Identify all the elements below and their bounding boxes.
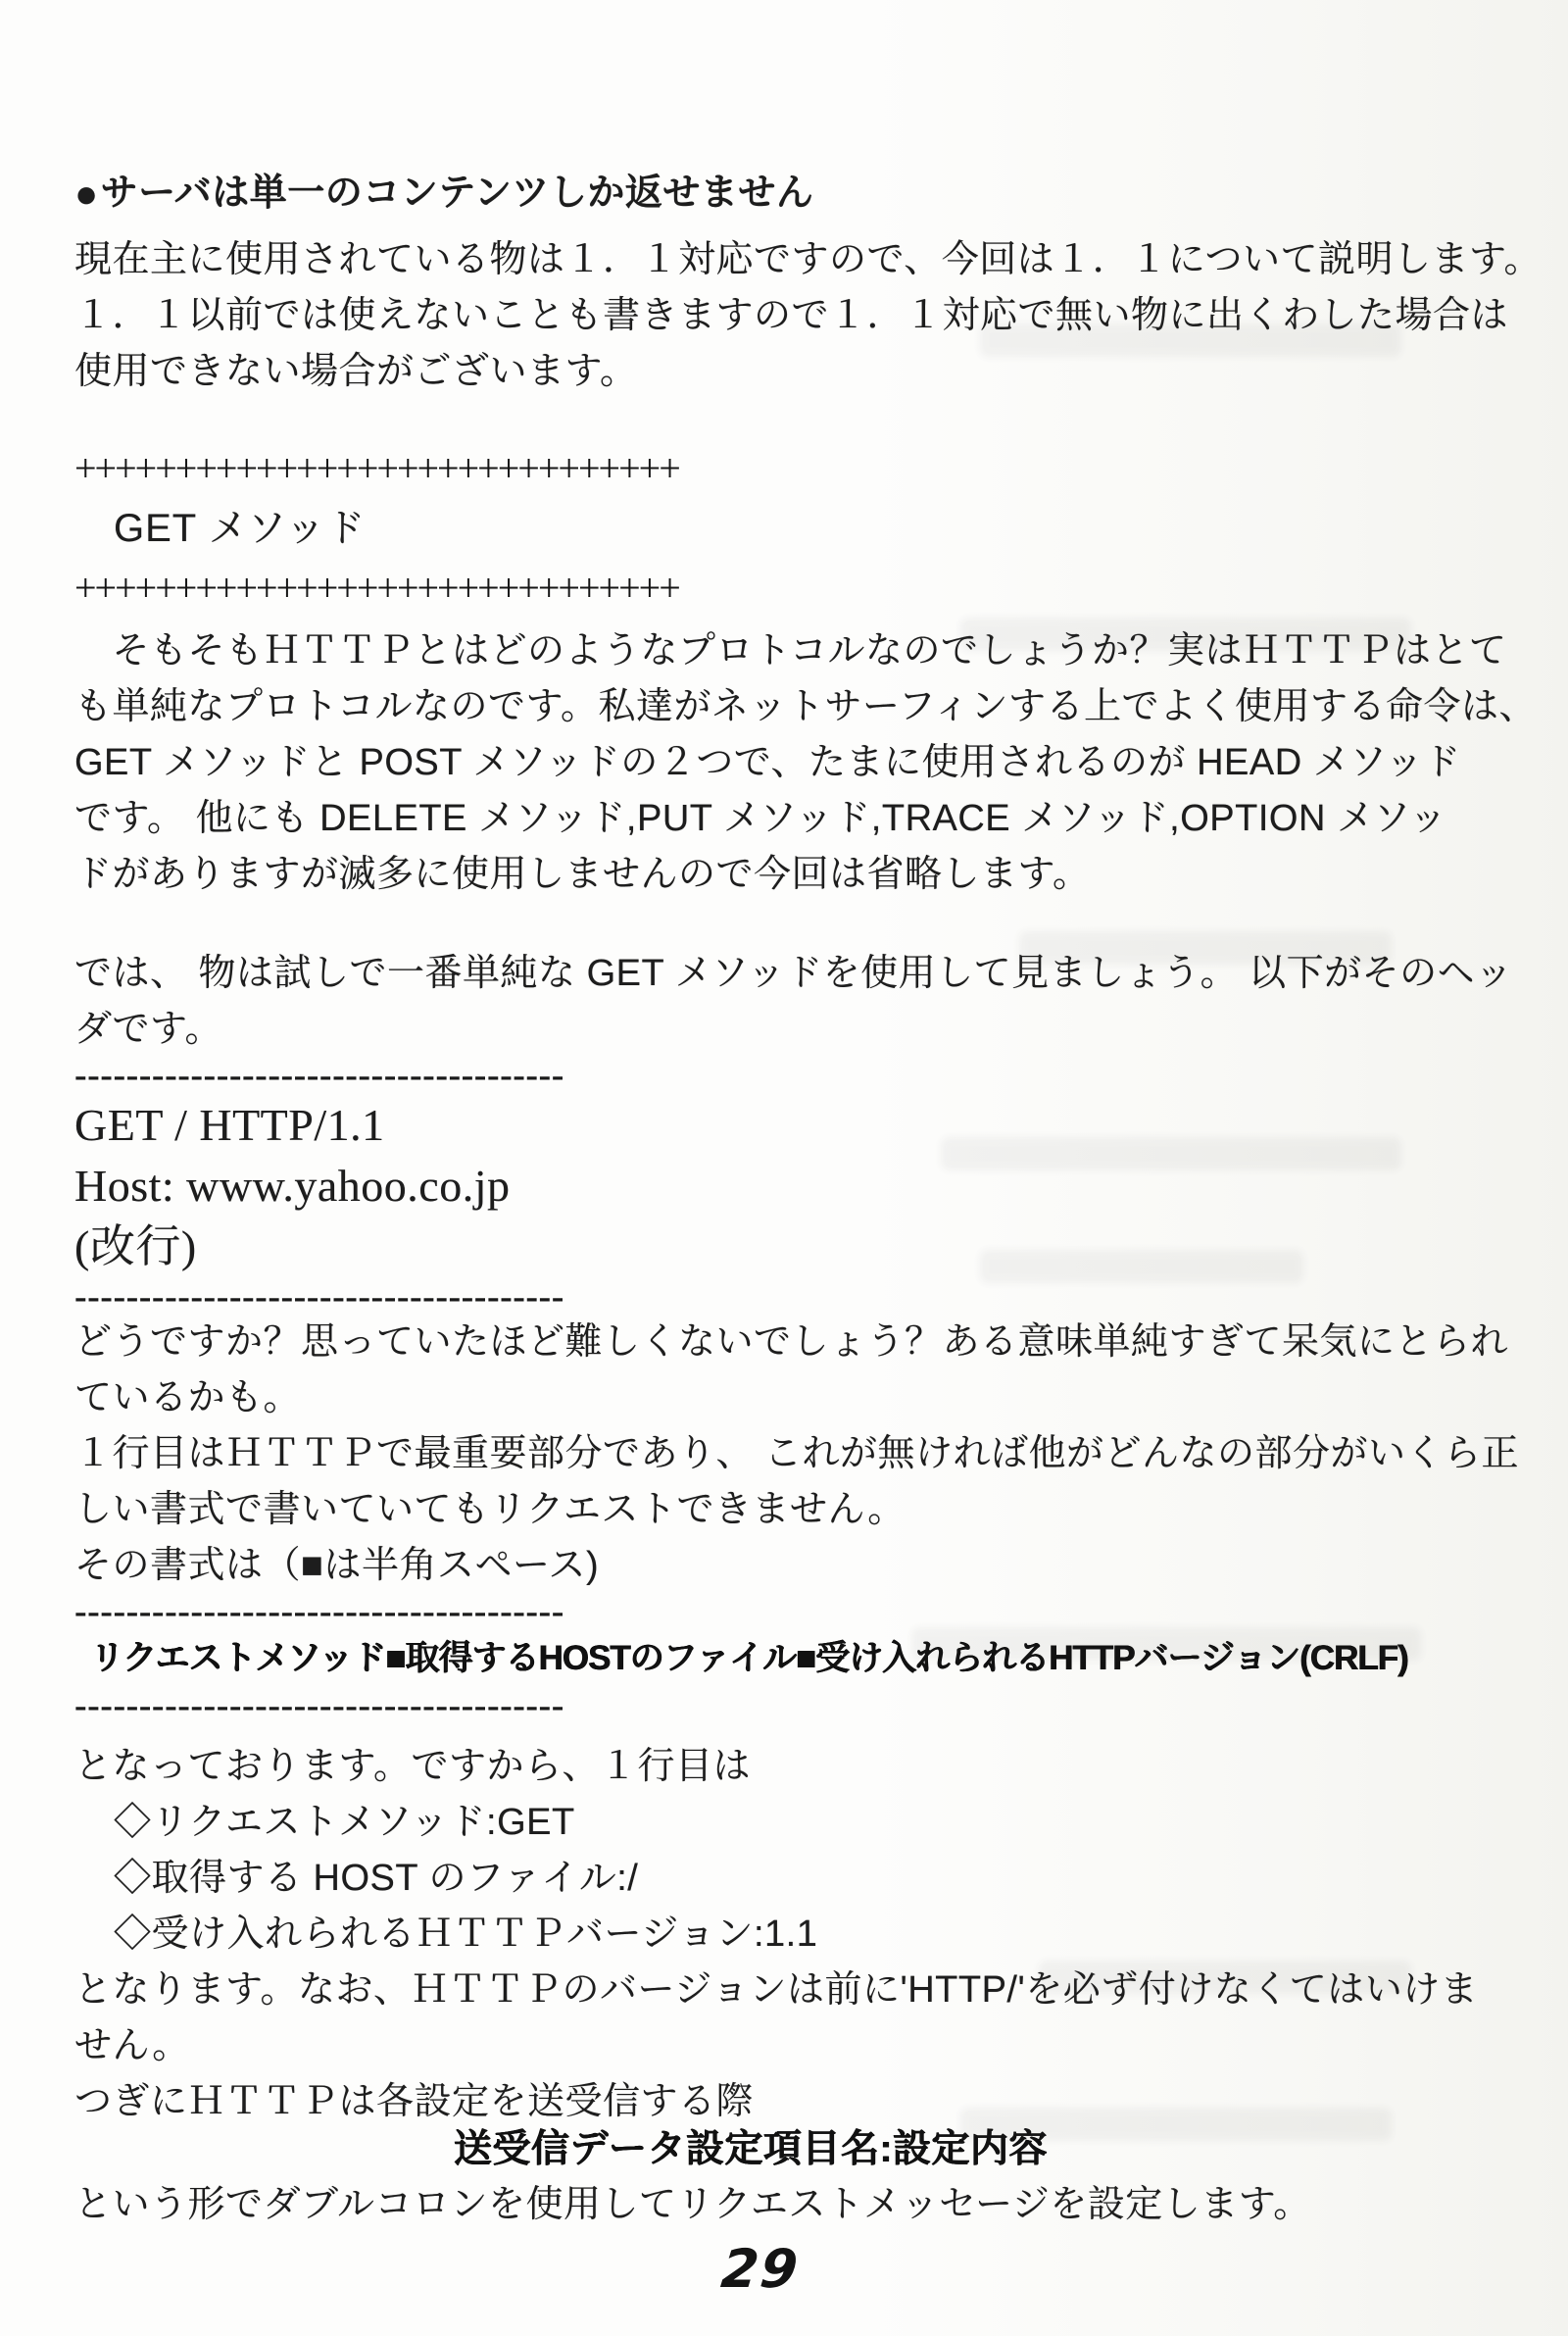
text-line: となります。なお、ＨＴＴＰのバージョンは前に'HTTP/'を必ず付けなくてはいけま bbox=[74, 1969, 1479, 2011]
format-intro-line bbox=[74, 1739, 1515, 1795]
try-get-paragraph bbox=[74, 946, 1515, 1058]
http-overview-paragraph bbox=[74, 623, 1538, 903]
text-line: では、 物は試しで一番単純な GET メソッドを使用して見ましょう。 以下がそのヘッ bbox=[74, 953, 1513, 994]
explanation-paragraph bbox=[74, 1315, 1520, 1594]
http-request-header-block bbox=[74, 1095, 1515, 1277]
plus-divider-bottom: ++++++++++++++++++++++++++++++ bbox=[74, 566, 679, 610]
text-line: １行目はＨＴＴＰで最重要部分であり、 これが無ければ他がどんなの部分がいくら正 bbox=[74, 1433, 1520, 1474]
intro-paragraph bbox=[74, 232, 1542, 400]
dashed-divider: -------------------------------------- bbox=[74, 1055, 564, 1096]
text-line: １．１以前では使えないことも書きますので１．１対応で無い物に出くわした場合は bbox=[74, 295, 1509, 336]
dashed-divider: -------------------------------------- bbox=[74, 1591, 564, 1632]
dashed-divider: -------------------------------------- bbox=[74, 1685, 564, 1726]
text-line: となっております。ですから、１行目は bbox=[74, 1746, 751, 1787]
list-item: ◇リクエストメソッド:GET bbox=[114, 1802, 575, 1843]
key-value-format-line: 送受信データ設定項目名:設定内容 bbox=[454, 2128, 1048, 2170]
linebreak-note: (改行) bbox=[74, 1221, 197, 1271]
format-item-list bbox=[74, 1795, 1515, 1963]
text-line: そもそもＨＴＴＰとはどのようなプロトコルなのでしょうか？実はＨＴＴＰはとて bbox=[74, 630, 1507, 671]
text-line: その書式は（■は半角スペース) bbox=[74, 1545, 600, 1586]
text-line: です。 他にも DELETE メソッド,PUT メソッド,TRACE メソッド,OPTION メソッ bbox=[74, 798, 1447, 839]
text-line: 現在主に使用されている物は１．１対応ですので、今回は１．１について説明します。 bbox=[74, 239, 1542, 280]
plus-divider-top: ++++++++++++++++++++++++++++++ bbox=[74, 446, 679, 490]
host-line: Host: www.yahoo.co.jp bbox=[74, 1161, 511, 1211]
dashed-divider: -------------------------------------- bbox=[74, 1276, 564, 1317]
text-line: ているかも。 bbox=[74, 1377, 302, 1418]
heading-text: サーバは単一のコンテンツしか返せません bbox=[100, 173, 814, 214]
request-line-format-rule: リクエストメソッド■取得するHOSTのファイル■受け入れられるHTTPバージョン(CRLF) bbox=[90, 1639, 1408, 1677]
text-line: 使用できない場合がございます。 bbox=[74, 351, 638, 392]
list-item: ◇取得する HOST のファイル:/ bbox=[114, 1858, 639, 1899]
text-line: どうですか？思っていたほど難しくないでしょう？ある意味単純すぎて呆気にとられ bbox=[74, 1321, 1509, 1363]
text-line: も単純なプロトコルなのです。私達がネットサーフィンする上でよく使用する命令は、 bbox=[74, 686, 1538, 727]
text-line: しい書式で書いていてもリクエストできません。 bbox=[74, 1489, 906, 1530]
heading-server-note bbox=[74, 165, 1515, 223]
page-content bbox=[74, 165, 1542, 2300]
section-title-get-method: GET メソッド bbox=[114, 507, 367, 550]
text-line: せん。 bbox=[74, 2025, 190, 2066]
page-number: 29 bbox=[718, 2238, 803, 2300]
text-line: つぎにＨＴＴＰは各設定を送受信する際 bbox=[74, 2081, 755, 2122]
text-line: ダです。 bbox=[74, 1009, 222, 1050]
double-colon-paragraph bbox=[74, 2177, 1515, 2232]
bullet-icon: ● bbox=[74, 173, 99, 216]
version-note-paragraph bbox=[74, 1963, 1515, 2130]
request-line: GET / HTTP/1.1 bbox=[74, 1100, 385, 1150]
text-line: という形でダブルコロンを使用してリクエストメッセージを設定します。 bbox=[74, 2184, 1311, 2225]
text-line: ドがありますが滅多に使用しませんので今回は省略します。 bbox=[74, 854, 1091, 895]
text-line: GET メソッドと POST メソッドの２つで、たまに使用されるのが HEAD メソッド bbox=[74, 742, 1461, 783]
list-item: ◇受け入れられるＨＴＴＰバージョン:1.1 bbox=[114, 1914, 818, 1955]
